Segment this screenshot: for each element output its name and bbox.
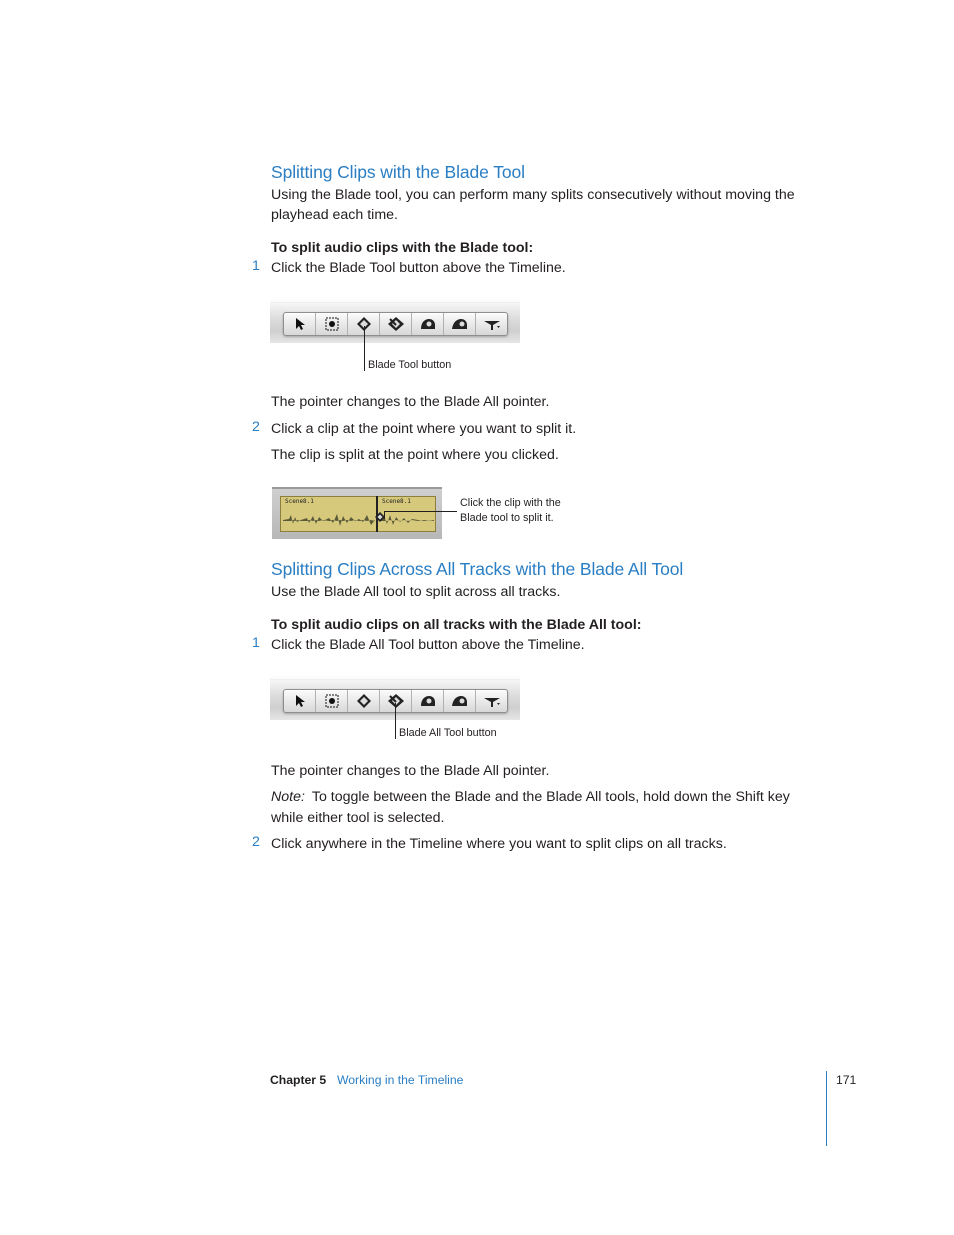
result-text: The clip is split at the point where you clicked. [271, 447, 559, 463]
step-number: 2 [252, 419, 260, 435]
intro-text: Use the Blade All tool to split across all tracks. [271, 584, 561, 600]
result-text: The pointer changes to the Blade All pointer. [271, 763, 550, 779]
footer-divider [826, 1071, 827, 1146]
clip-figure [272, 487, 442, 539]
arrow-icon [284, 313, 316, 335]
intro-line-1: Using the Blade tool, you can perform many splits consecutively without moving the [271, 187, 795, 203]
callout-leader [384, 511, 457, 512]
section-heading-blade-tool: Splitting Clips with the Blade Tool [271, 162, 525, 182]
zoom-icon [444, 690, 476, 712]
blade-icon [348, 690, 380, 712]
clip-label: Scene8.1 [382, 498, 411, 505]
hand-icon [412, 313, 444, 335]
step-number: 2 [252, 834, 260, 850]
note-line-1 [271, 787, 790, 808]
callout-blade-tool-button: Blade Tool button [368, 359, 452, 371]
selection-icon [316, 690, 348, 712]
step-text: Click the Blade Tool button above the Timeline. [271, 260, 566, 276]
arrow-icon [284, 690, 316, 712]
footer-chapter: Chapter 5 [270, 1073, 327, 1087]
callout-leader [395, 703, 396, 739]
waveform-icon [380, 511, 434, 529]
crop-icon [476, 690, 507, 712]
audio-clip-left [280, 496, 377, 532]
note-label: Note: [271, 789, 305, 805]
callout-clip-line-2: Blade tool to split it. [460, 512, 554, 524]
note-text: To toggle between the Blade and the Blade All tools, hold down the Shift key [311, 789, 790, 805]
task-title: To split audio clips on all tracks with the Blade All tool: [271, 617, 642, 633]
note-line-2: while either tool is selected. [271, 810, 445, 826]
blade-all-icon [380, 690, 412, 712]
hand-icon [412, 690, 444, 712]
callout-blade-all-tool-button: Blade All Tool button [399, 727, 497, 739]
waveform-icon [283, 511, 375, 529]
result-text: The pointer changes to the Blade All pointer. [271, 394, 550, 410]
step-text: Click a clip at the point where you want to split it. [271, 421, 577, 437]
section-heading-blade-all-tool: Splitting Clips Across All Tracks with the Blade All Tool [271, 559, 684, 579]
task-title: To split audio clips with the Blade tool: [271, 240, 534, 256]
selection-icon [316, 313, 348, 335]
zoom-icon [444, 313, 476, 335]
step-number: 1 [252, 258, 260, 274]
callout-leader [384, 511, 385, 519]
footer-chapter-title: Working in the Timeline [337, 1073, 464, 1087]
toolbar-figure [270, 302, 520, 343]
intro-line-2: playhead each time. [271, 207, 398, 223]
callout-clip-line-1: Click the clip with the [460, 497, 561, 509]
page-number: 171 [836, 1073, 857, 1087]
step-text: Click the Blade All Tool button above the Timeline. [271, 637, 585, 653]
crop-icon [476, 313, 507, 335]
callout-leader [364, 326, 365, 371]
clip-label: Scene8.1 [285, 498, 314, 505]
blade-all-icon [380, 313, 412, 335]
step-number: 1 [252, 635, 260, 651]
step-text: Click anywhere in the Timeline where you want to split clips on all tracks. [271, 836, 727, 852]
